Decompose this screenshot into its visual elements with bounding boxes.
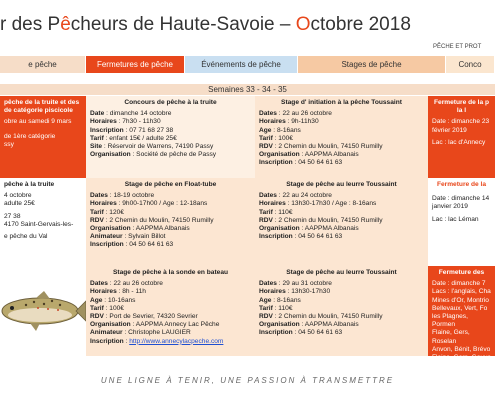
closure-cell-truite — [0, 96, 86, 178]
trout-illustration — [0, 279, 86, 341]
cell-line: Lac : lac Léman — [432, 215, 479, 223]
stage-cell-leurre-2 — [255, 266, 428, 356]
tab-fermetures[interactable]: Fermetures de pêche — [86, 56, 185, 73]
tab-evenements[interactable]: Événements de pêche — [185, 56, 298, 73]
info-rdv: RDV : 2 Chemin du Moulin, 74150 Rumilly — [259, 313, 383, 321]
info-organisation: Organisation : AAPPMA Albanais — [259, 321, 359, 329]
cell-line: Date : dimanche 14 — [432, 195, 490, 203]
info-animateur: Animateur : Sylvain Billot — [90, 233, 166, 241]
cell-heading: Fermeture des — [438, 269, 485, 276]
info-inscription: Inscription : http://www.annecylacpeche.com — [90, 337, 224, 345]
cell-line: Lacs : l'anglais, Cha — [432, 288, 491, 296]
info-horaires: Horaires : 7h30 - 11h30 — [90, 118, 161, 126]
info-horaires: Horaires : 9h00-17h00 / Age : 12-18ans — [90, 200, 208, 208]
event-cell-truite — [0, 178, 86, 266]
tagline: UNE LIGNE À TENIR, UNE PASSION À TRANSMETTRE — [100, 376, 395, 385]
tab-peche[interactable]: e pêche — [0, 56, 86, 73]
cell-line: Flaine, Gers, Gouve — [432, 354, 492, 362]
info-horaires: Horaires : 9h-11h30 — [259, 118, 319, 126]
info-tarif: Tarif : 110€ — [259, 208, 293, 216]
cell-line: 4 octobre — [4, 192, 32, 200]
info-horaires: Horaires : 13h30-17h30 — [259, 288, 331, 296]
info-rdv: RDV : Port de Sevrier, 74320 Sevrier — [90, 313, 198, 321]
cell-line: Anvon, Bénit, Brévo — [432, 345, 491, 353]
stage-cell-float-tube — [86, 178, 255, 266]
cell-line: de 1ère catégorie — [4, 132, 56, 140]
cell-heading: pêche de la truite et des de catégorie piscicole — [4, 99, 80, 115]
info-age: Age : 8-16ans — [259, 126, 301, 134]
cell-line: Tavaneuse, Vemant — [432, 370, 490, 378]
cell-line: 27 38 — [4, 212, 21, 220]
info-rdv: RDV : 2 Chemin du Moulin, 74150 Rumilly — [259, 216, 383, 224]
event-cell-concours-truite — [86, 96, 255, 178]
category-tabs — [0, 56, 495, 73]
info-age: Age : 8-16ans — [259, 296, 301, 304]
cell-line: Mines d'Or, Montrio — [432, 296, 489, 304]
info-age: Age : 10-16ans — [90, 296, 136, 304]
cell-line: ssy — [4, 140, 14, 148]
cell-line: e pêche du Val — [4, 233, 48, 241]
cell-heading: Stage d' initiation à la pêche Toussaint — [281, 99, 402, 106]
info-animateur: Animateur : Christophe LAUGIER — [90, 329, 191, 337]
info-organisation: Organisation : AAPPMA Albanais — [90, 225, 190, 233]
info-rdv: RDV : 2 Chemin du Moulin, 74150 Rumilly — [90, 216, 214, 224]
cell-heading: Concours de pêche à la truite — [124, 99, 217, 106]
info-organisation: Organisation : AAPPMA Albanais — [259, 151, 359, 159]
closure-cell-lacs — [428, 266, 495, 378]
info-tarif: Tarif : 100€ — [259, 134, 293, 142]
info-inscription: Inscription : 07 71 68 27 38 — [90, 126, 174, 134]
info-site: Site : Réservoir de Warrens, 74190 Passy — [90, 143, 214, 151]
info-inscription: Inscription : 04 50 64 61 63 — [259, 329, 343, 337]
info-dates: Dates : 22 au 26 octobre — [259, 110, 332, 118]
cell-line: Lac : lac d'Annecy — [432, 138, 486, 146]
tab-stages[interactable]: Stages de pêche — [298, 56, 446, 73]
cell-heading: pêche à la truite — [4, 181, 55, 188]
info-organisation: Organisation : AAPPMA Annecy Lac Pêche — [90, 321, 220, 329]
cell-heading: Stage de pêche au leurre Toussaint — [286, 181, 397, 188]
cell-line: Bellevaux, Vert, Fo — [432, 304, 488, 312]
info-tarif: Tarif : 100€ — [90, 304, 124, 312]
website-link[interactable]: http://www.annecylacpeche.com — [129, 337, 224, 345]
cell-line: Date : dimanche 7 — [432, 280, 486, 288]
cell-line: les Plagnes, Pormen — [432, 313, 468, 329]
info-dates: Dates : 18-19 octobre — [90, 192, 155, 200]
page-subtitle: PÊCHE ET PROT — [433, 44, 482, 50]
info-inscription: Inscription : 04 50 64 61 63 — [90, 241, 174, 249]
cell-heading: Fermeture de la p la l — [434, 99, 489, 115]
info-dates: Dates : 22 au 26 octobre — [90, 280, 163, 288]
cell-line: février 2019 — [432, 126, 467, 134]
cell-heading: Fermeture de la — [436, 181, 487, 188]
info-inscription: Inscription : 04 50 64 61 63 — [259, 159, 343, 167]
info-horaires: Horaires : 13h30-17h30 / Age : 8-16ans — [259, 200, 377, 208]
info-dates: Dates : 29 au 31 octobre — [259, 280, 332, 288]
stage-cell-sonde-bateau — [86, 266, 255, 356]
cell-line: adulte 25€ — [4, 200, 35, 208]
tab-concours[interactable]: Conco — [446, 56, 495, 73]
info-rdv: RDV : 2 Chemin du Moulin, 74150 Rumilly — [259, 143, 383, 151]
cell-heading: Stage de pêche en Float-tube — [124, 181, 217, 188]
closure-cell-leman — [428, 178, 495, 266]
info-organisation: Organisation : AAPPMA Albanais — [259, 225, 359, 233]
info-organisation: Organisation : Société de pêche de Passy — [90, 151, 217, 159]
info-horaires: Horaires : 8h - 11h — [90, 288, 146, 296]
trout-icon — [0, 279, 86, 341]
info-tarif: Tarif : enfant 15€ / adulte 25€ — [90, 134, 177, 142]
cell-line: janvier 2019 — [432, 203, 468, 211]
weeks-banner: Semaines 33 - 34 - 35 — [0, 84, 495, 95]
info-tarif: Tarif : 120€ — [90, 208, 124, 216]
stage-cell-leurre-1 — [255, 178, 428, 266]
cell-line: 4170 Saint-Gervais-les- — [4, 220, 74, 228]
info-dates: Dates : 22 au 24 octobre — [259, 192, 332, 200]
closure-cell-annecy — [428, 96, 495, 178]
info-date: Date : dimanche 14 octobre — [90, 110, 172, 118]
cell-heading: Stage de pêche au leurre Toussaint — [286, 269, 397, 276]
cell-line: Date : dimanche 23 — [432, 118, 490, 126]
cell-line: obre au samedi 9 mars — [4, 118, 72, 126]
page-title: r des Pêcheurs de Haute-Savoie – Octobre 2018 — [0, 14, 411, 35]
info-tarif: Tarif : 110€ — [259, 304, 293, 312]
info-inscription: Inscription : 04 50 64 61 63 — [259, 233, 343, 241]
cell-line: Flaine, Gers, Roselan — [432, 329, 470, 345]
cell-heading: Stage de pêche à la sonde en bateau — [112, 269, 229, 276]
stage-cell-initiation — [255, 96, 428, 178]
cell-line: déversoir, Lessy, Po — [432, 362, 491, 370]
